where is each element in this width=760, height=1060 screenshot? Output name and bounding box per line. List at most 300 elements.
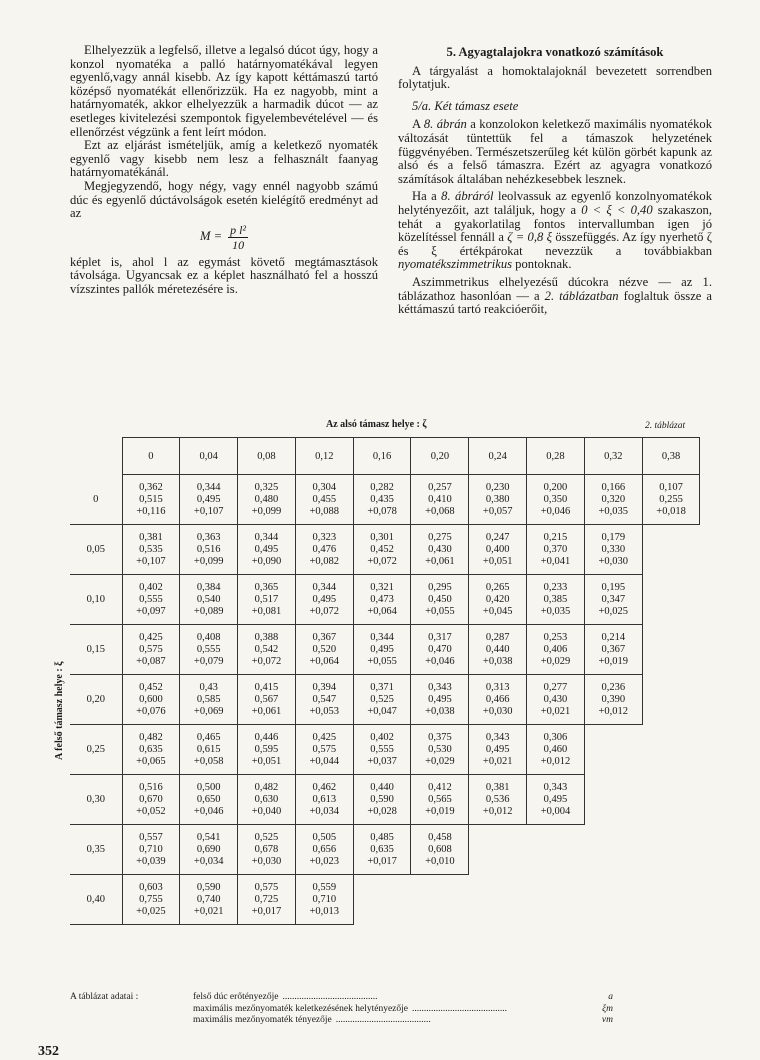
cell-value: +0,046 xyxy=(425,655,455,667)
cell-value: 0,313 xyxy=(485,681,510,693)
cell-value: +0,004 xyxy=(540,805,571,817)
cell-value: 0,482 xyxy=(254,781,279,793)
cell-value: 0,367 xyxy=(601,643,626,655)
cell-value: 0,321 xyxy=(370,581,394,593)
table-cell xyxy=(238,575,296,625)
column-header: 0,38 xyxy=(642,438,700,475)
table-cell xyxy=(353,725,411,775)
table-cell xyxy=(295,475,353,525)
cell-value: 0,541 xyxy=(196,831,221,843)
table-cell xyxy=(122,725,180,775)
table-cell xyxy=(469,475,527,525)
table-row xyxy=(70,725,700,775)
table-cell xyxy=(238,675,296,725)
cell-value: 0,635 xyxy=(139,743,163,755)
legend-text: maximális mezőnyomaték keletkezésének helytényezője xyxy=(193,1003,408,1014)
cell-value: +0,019 xyxy=(598,655,629,667)
cell-value: 0,450 xyxy=(428,593,452,605)
cell-value: +0,099 xyxy=(193,555,224,567)
cell-value: 0,400 xyxy=(485,543,510,555)
empty-cell xyxy=(642,875,700,925)
cell-value: +0,061 xyxy=(425,555,455,567)
cell-value: 0,613 xyxy=(312,793,337,805)
table-cell xyxy=(238,625,296,675)
paragraph: A 8. ábrán a konzolokon keletkező maximális nyomatékok változását tüntettük fel a támaszok helyzetének függvényében. Természetszerűleg két külön görbét kapunk az alsó és a felső támaszra. Ezért az agyagra vonatkozó számítások általában nehézkesebbek lesznek. xyxy=(398,117,712,186)
cell-value: +0,065 xyxy=(136,755,166,767)
cell-value: 0,547 xyxy=(312,693,337,705)
cell-value: +0,037 xyxy=(367,755,397,767)
cell-value: +0,025 xyxy=(598,605,629,617)
cell-value: +0,089 xyxy=(193,605,224,617)
formula-lhs: M = xyxy=(199,229,223,244)
cell-value: 0,306 xyxy=(543,731,568,743)
legend-items xyxy=(193,992,613,1027)
cell-value: 0,330 xyxy=(601,543,626,555)
table-cell xyxy=(238,775,296,825)
cell-value: 0,344 xyxy=(312,581,337,593)
cell-value: +0,021 xyxy=(482,755,513,767)
cell-value: 0,458 xyxy=(428,831,452,843)
cell-value: 0,440 xyxy=(370,781,394,793)
cell-value: 0,460 xyxy=(543,743,568,755)
cell-value: 0,347 xyxy=(601,593,626,605)
cell-value: 0,555 xyxy=(139,593,163,605)
cell-value: 0,344 xyxy=(196,481,221,493)
cell-value: 0,567 xyxy=(254,693,279,705)
cell-value: 0,425 xyxy=(139,631,163,643)
cell-value: +0,087 xyxy=(136,655,166,667)
cell-value: 0,595 xyxy=(254,743,279,755)
cell-value: +0,041 xyxy=(540,555,571,567)
table-cell xyxy=(238,725,296,775)
section-title: 5. Agyagtalajokra vonatkozó számítások xyxy=(446,45,664,59)
table-cell xyxy=(238,475,296,525)
table-cell xyxy=(353,525,411,575)
cell-value: 0,265 xyxy=(485,581,510,593)
table-row xyxy=(70,775,700,825)
table-cell xyxy=(584,575,642,625)
table-cell xyxy=(180,525,238,575)
cell-value: 0,200 xyxy=(543,481,568,493)
cell-value: 0,516 xyxy=(139,781,163,793)
cell-value: 0,473 xyxy=(370,593,394,605)
cell-value: 0,408 xyxy=(196,631,221,643)
table-cell xyxy=(295,675,353,725)
cell-value: 0,233 xyxy=(543,581,568,593)
table-row xyxy=(70,825,700,875)
cell-value: 0,230 xyxy=(485,481,510,493)
cell-value: +0,021 xyxy=(193,905,224,917)
table-cell xyxy=(411,675,469,725)
table-cell xyxy=(353,625,411,675)
column-header: 0,24 xyxy=(469,438,527,475)
cell-value: +0,012 xyxy=(540,755,571,767)
legend-text: maximális mezőnyomaték tényezője xyxy=(193,1015,332,1025)
table-cell xyxy=(527,575,585,625)
empty-cell xyxy=(469,825,527,875)
row-header: 0,40 xyxy=(70,875,122,925)
cell-value: +0,051 xyxy=(251,755,282,767)
cell-value: 0,247 xyxy=(485,531,510,543)
data-table xyxy=(70,437,700,925)
cell-value: +0,097 xyxy=(136,605,166,617)
page-number: 352 xyxy=(38,1044,59,1059)
term: nyomatékszimmetrikus xyxy=(398,257,513,272)
cell-value: 0,420 xyxy=(485,593,510,605)
cell-value: 0,287 xyxy=(485,631,510,643)
column-header: 0,16 xyxy=(353,438,411,475)
table-cell xyxy=(180,625,238,675)
table-cell xyxy=(122,625,180,675)
cell-value: 0,446 xyxy=(254,731,279,743)
table-cell xyxy=(295,775,353,825)
cell-value: 0,495 xyxy=(370,643,394,655)
cell-value: +0,072 xyxy=(367,555,397,567)
paragraph: képlet is, ahol l az egymást követő megtámasztások távolsága. Ugyancsak ez a képlet használható fel a hosszú vízszintes pallók méretezésére is. xyxy=(70,254,378,296)
table-row xyxy=(70,475,700,525)
cell-value: +0,079 xyxy=(193,655,224,667)
cell-value: 0,343 xyxy=(543,781,568,793)
cell-value: 0,740 xyxy=(196,893,221,905)
cell-value: +0,082 xyxy=(309,555,340,567)
cell-value: 0,656 xyxy=(312,843,337,855)
cell-value: 0,257 xyxy=(428,481,452,493)
legend-symbol: ξm xyxy=(602,1003,613,1014)
cell-value: 0,295 xyxy=(428,581,452,593)
table-cell xyxy=(411,475,469,525)
column-header: 0,28 xyxy=(527,438,585,475)
cell-value: 0,317 xyxy=(428,631,452,643)
table-cell xyxy=(584,675,642,725)
cell-value: 0,452 xyxy=(139,681,163,693)
cell-value: 0,402 xyxy=(370,731,394,743)
cell-value: +0,051 xyxy=(482,555,513,567)
cell-value: +0,019 xyxy=(425,805,455,817)
table-cell xyxy=(295,625,353,675)
cell-value: 0,635 xyxy=(370,843,394,855)
table-cell xyxy=(411,825,469,875)
table-cell xyxy=(353,575,411,625)
table-row xyxy=(70,625,700,675)
cell-value: +0,034 xyxy=(193,855,224,867)
cell-value: 0,725 xyxy=(254,893,279,905)
cell-value: 0,440 xyxy=(485,643,510,655)
cell-value: 0,412 xyxy=(428,781,452,793)
table-header-row xyxy=(70,438,700,475)
table-cell xyxy=(180,825,238,875)
cell-value: +0,013 xyxy=(309,905,340,917)
cell-value: 0,388 xyxy=(254,631,279,643)
cell-value: 0,195 xyxy=(601,581,626,593)
table-row xyxy=(70,675,700,725)
figure-ref: 8. ábráról xyxy=(441,189,494,204)
table-cell xyxy=(527,775,585,825)
cell-value: 0,430 xyxy=(428,543,452,555)
cell-value: 0,495 xyxy=(312,593,337,605)
cell-value: 0,482 xyxy=(139,731,163,743)
table-cell xyxy=(353,675,411,725)
table-cell xyxy=(469,575,527,625)
table-cell xyxy=(122,825,180,875)
empty-cell xyxy=(584,725,642,775)
cell-value: +0,046 xyxy=(540,505,571,517)
cell-value: 0,375 xyxy=(428,731,452,743)
cell-value: 0,542 xyxy=(254,643,279,655)
cell-value: 0,381 xyxy=(139,531,163,543)
cell-value: 0,277 xyxy=(543,681,568,693)
column-header: 0,32 xyxy=(584,438,642,475)
table-id: 2. táblázat xyxy=(645,421,686,431)
table-cell xyxy=(411,575,469,625)
cell-value: 0,394 xyxy=(312,681,337,693)
table-cell xyxy=(180,775,238,825)
table-cell xyxy=(469,625,527,675)
table-cell xyxy=(584,525,642,575)
cell-value: 0,575 xyxy=(139,643,163,655)
table-cell xyxy=(584,475,642,525)
row-header: 0,10 xyxy=(70,575,122,625)
cell-value: +0,034 xyxy=(309,805,340,817)
column-header: 0 xyxy=(122,438,180,475)
table-cell xyxy=(527,525,585,575)
cell-value: 0,590 xyxy=(370,793,394,805)
empty-cell xyxy=(642,675,700,725)
cell-value: +0,061 xyxy=(251,705,282,717)
cell-value: 0,301 xyxy=(370,531,394,543)
table-cell xyxy=(122,525,180,575)
cell-value: +0,025 xyxy=(136,905,166,917)
cell-value: 0,520 xyxy=(312,643,337,655)
cell-value: 0,557 xyxy=(139,831,163,843)
cell-value: 0,236 xyxy=(601,681,626,693)
cell-value: +0,010 xyxy=(425,855,455,867)
table-cell xyxy=(238,875,296,925)
cell-value: 0,402 xyxy=(139,581,163,593)
cell-value: 0,525 xyxy=(254,831,279,843)
cell-value: 0,755 xyxy=(139,893,163,905)
empty-cell xyxy=(642,825,700,875)
table-cell xyxy=(469,525,527,575)
cell-value: +0,069 xyxy=(193,705,224,717)
table-cell xyxy=(295,825,353,875)
table-cell xyxy=(180,675,238,725)
column-header: 0,04 xyxy=(180,438,238,475)
cell-value: 0,585 xyxy=(196,693,221,705)
cell-value: +0,030 xyxy=(598,555,629,567)
cell-value: 0,565 xyxy=(428,793,452,805)
cell-value: 0,480 xyxy=(254,493,279,505)
cell-value: +0,012 xyxy=(482,805,513,817)
cell-value: 0,462 xyxy=(312,781,337,793)
cell-value: 0,670 xyxy=(139,793,163,805)
cell-value: +0,055 xyxy=(367,655,397,667)
table-cell xyxy=(469,675,527,725)
table-cell xyxy=(527,625,585,675)
table-cell xyxy=(295,525,353,575)
cell-value: 0,371 xyxy=(370,681,394,693)
cell-value: 0,215 xyxy=(543,531,568,543)
cell-value: 0,615 xyxy=(196,743,221,755)
table-ref: 2. táblázatban xyxy=(544,288,619,303)
empty-cell xyxy=(353,875,411,925)
cell-value: 0,343 xyxy=(428,681,452,693)
right-column xyxy=(398,44,712,317)
cell-value: 0,466 xyxy=(485,693,510,705)
cell-value: 0,380 xyxy=(485,493,510,505)
cell-value: 0,485 xyxy=(370,831,394,843)
cell-value: 0,495 xyxy=(428,693,452,705)
cell-value: 0,43 xyxy=(199,681,218,693)
cell-value: 0,415 xyxy=(254,681,279,693)
cell-value: 0,214 xyxy=(601,631,626,643)
cell-value: 0,530 xyxy=(428,743,452,755)
cell-value: +0,029 xyxy=(425,755,455,767)
formula-fraction xyxy=(228,224,248,251)
empty-cell xyxy=(527,875,585,925)
empty-cell xyxy=(527,825,585,875)
table-row xyxy=(70,575,700,625)
cell-value: 0,465 xyxy=(196,731,221,743)
cell-value: 0,476 xyxy=(312,543,337,555)
cell-value: 0,470 xyxy=(428,643,452,655)
table-cell xyxy=(122,675,180,725)
cell-value: +0,088 xyxy=(309,505,340,517)
table-cell xyxy=(122,475,180,525)
table-cell xyxy=(353,825,411,875)
table-cell xyxy=(584,625,642,675)
cell-value: 0,678 xyxy=(254,843,279,855)
cell-value: +0,017 xyxy=(251,905,282,917)
cell-value: 0,517 xyxy=(254,593,279,605)
cell-value: +0,107 xyxy=(136,555,166,567)
figure-ref: 8. ábrán xyxy=(423,117,467,132)
cell-value: +0,116 xyxy=(136,505,166,517)
table-cell xyxy=(122,575,180,625)
cell-value: 0,710 xyxy=(139,843,163,855)
column-header: 0,08 xyxy=(238,438,296,475)
cell-value: 0,381 xyxy=(485,781,510,793)
table-cell xyxy=(295,575,353,625)
cell-value: +0,057 xyxy=(482,505,513,517)
cell-value: 0,495 xyxy=(196,493,221,505)
cell-value: 0,710 xyxy=(312,893,337,905)
cell-value: 0,630 xyxy=(254,793,279,805)
cell-value: +0,052 xyxy=(136,805,166,817)
table-cell xyxy=(527,675,585,725)
paragraph: A tárgyalást a homoktalajoknál bevezetett sorrendben folytatjuk. xyxy=(398,63,712,92)
math-range: 0 < ξ < 0,40 xyxy=(581,202,653,217)
cell-value: 0,555 xyxy=(196,643,221,655)
cell-value: 0,390 xyxy=(601,693,626,705)
cell-value: +0,017 xyxy=(367,855,397,867)
cell-value: 0,385 xyxy=(543,593,568,605)
cell-value: 0,107 xyxy=(659,481,683,493)
cell-value: 0,367 xyxy=(312,631,337,643)
legend-label: A táblázat adatai : xyxy=(70,992,139,1002)
row-header: 0,05 xyxy=(70,525,122,575)
cell-value: 0,425 xyxy=(312,731,337,743)
empty-cell xyxy=(642,575,700,625)
table-cell xyxy=(180,475,238,525)
cell-value: +0,072 xyxy=(251,655,282,667)
cell-value: 0,384 xyxy=(196,581,221,593)
cell-value: +0,107 xyxy=(193,505,224,517)
cell-value: +0,081 xyxy=(251,605,282,617)
cell-value: 0,515 xyxy=(139,493,163,505)
row-header: 0,35 xyxy=(70,825,122,875)
row-header: 0,20 xyxy=(70,675,122,725)
cell-value: +0,018 xyxy=(656,505,686,517)
cell-value: 0,406 xyxy=(543,643,568,655)
cell-value: 0,575 xyxy=(312,743,337,755)
table-row xyxy=(70,875,700,925)
cell-value: 0,650 xyxy=(196,793,221,805)
table-cell xyxy=(238,525,296,575)
cell-value: +0,012 xyxy=(598,705,629,717)
cell-value: +0,064 xyxy=(367,605,397,617)
table-cell xyxy=(353,775,411,825)
column-header: 0,12 xyxy=(295,438,353,475)
row-header: 0 xyxy=(70,475,122,525)
table-cell xyxy=(180,575,238,625)
cell-value: 0,603 xyxy=(139,881,163,893)
cell-value: +0,035 xyxy=(540,605,571,617)
legend-item: felső dúc erőtényezője ........................................ a xyxy=(193,992,613,1002)
row-header: 0,30 xyxy=(70,775,122,825)
table-cell xyxy=(469,725,527,775)
table-caption: Az alsó támasz helye : ζ xyxy=(326,419,427,430)
cell-value: +0,021 xyxy=(540,705,571,717)
cell-value: 0,304 xyxy=(312,481,337,493)
empty-cell xyxy=(584,875,642,925)
table-cell xyxy=(180,725,238,775)
cell-value: +0,023 xyxy=(309,855,340,867)
cell-value: 0,590 xyxy=(196,881,221,893)
cell-value: +0,078 xyxy=(367,505,397,517)
table-cell xyxy=(180,875,238,925)
paragraph: Ezt az eljárást ismételjük, amíg a keletkező nyomaték egyenlő vagy kisebb nem lesz a felhasznált faanyag határnyomatékánál. xyxy=(70,138,378,180)
cell-value: +0,053 xyxy=(309,705,340,717)
cell-value: 0,253 xyxy=(543,631,568,643)
empty-cell xyxy=(642,525,700,575)
cell-value: +0,030 xyxy=(482,705,513,717)
legend-item: maximális mezőnyomaték tényezője ........................................ νm xyxy=(193,1015,613,1025)
cell-value: 0,430 xyxy=(543,693,568,705)
cell-value: +0,058 xyxy=(193,755,224,767)
empty-cell xyxy=(584,775,642,825)
legend-symbol: a xyxy=(608,992,613,1002)
formula xyxy=(70,224,378,251)
cell-value: 0,575 xyxy=(254,881,279,893)
cell-value: 0,500 xyxy=(196,781,221,793)
cell-value: 0,535 xyxy=(139,543,163,555)
table-cell xyxy=(411,625,469,675)
cell-value: +0,035 xyxy=(598,505,629,517)
cell-value: 0,435 xyxy=(370,493,394,505)
cell-value: 0,505 xyxy=(312,831,337,843)
subsection-title: 5/a. Két támasz esete xyxy=(412,98,519,113)
cell-value: 0,179 xyxy=(601,531,626,543)
table-cell xyxy=(295,875,353,925)
cell-value: 0,600 xyxy=(139,693,163,705)
table-cell xyxy=(411,775,469,825)
cell-value: +0,044 xyxy=(309,755,340,767)
cell-value: 0,325 xyxy=(254,481,279,493)
table-row xyxy=(70,525,700,575)
empty-cell xyxy=(584,825,642,875)
row-header: 0,25 xyxy=(70,725,122,775)
cell-value: +0,076 xyxy=(136,705,166,717)
